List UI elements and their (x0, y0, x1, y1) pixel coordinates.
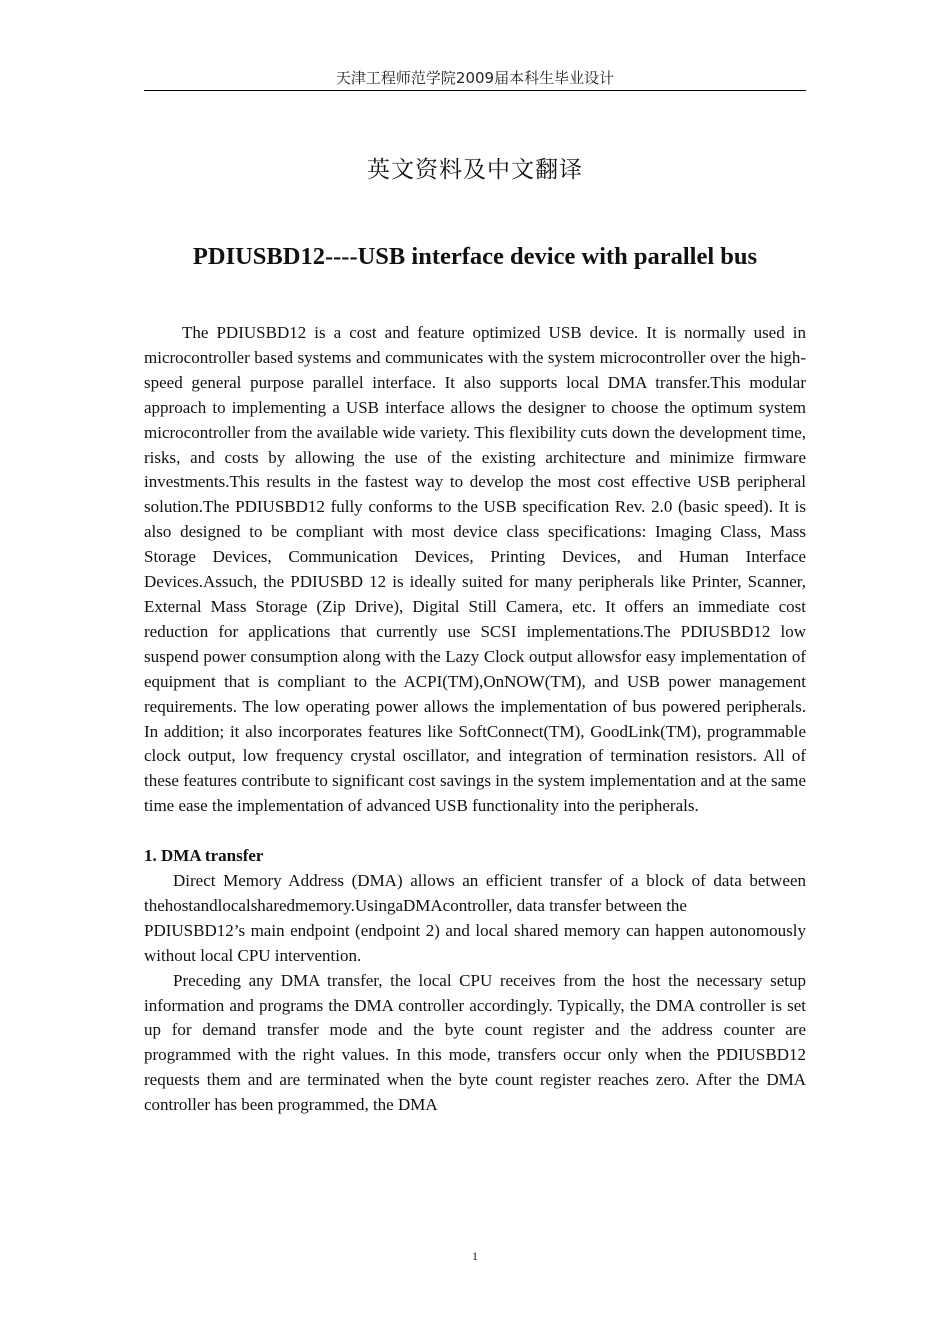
intro-paragraph: The PDIUSBD12 is a cost and feature optimized USB device. It is normally used in microcontroller based systems and communicates with the system microcontroller over the high-speed general purpose parallel interface. It also supports local DMA transfer.This modular approach to implementing a USB interface allows the designer to choose the optimum system microcontroller from the available wide variety. This flexibility cuts down the development time, risks, and costs by allowing the use of the existing architecture and minimize firmware investments.This results in the fastest way to develop the most cost effective USB peripheral solution.The PDIUSBD12 fully conforms to the USB specification Rev. 2.0 (basic speed). It is also designed to be compliant with most device class specifications: Imaging Class, Mass Storage Devices, Communication Devices, Printing Devices, and Human Interface Devices.Assuch, the PDIUSBD 12 is ideally suited for many peripherals like Printer, Scanner, External Mass Storage (Zip Drive), Digital Still Camera, etc. It offers an immediate cost reduction for applications that currently use SCSI implementations.The PDIUSBD12 low suspend power consumption along with the Lazy Clock output allowsfor easy implementation of equipment that is compliant to the ACPI(TM),OnNOW(TM), and USB power management requirements. The low operating power allows the implementation of bus powered peripherals. In addition; it also incorporates features like SoftConnect(TM), GoodLink(TM), programmable clock output, low frequency crystal oscillator, and integration of termination resistors. All of these features contribute to significant cost savings in the system implementation and at the same time ease the implementation of advanced USB functionality into the peripherals. (144, 323, 806, 816)
section-title: 英文资料及中文翻译 (367, 157, 583, 183)
page-number: 1 (472, 1249, 478, 1263)
running-header: 天津工程师范学院2009届本科生毕业设计 (335, 69, 615, 87)
dma-paragraph-1b: PDIUSBD12’s main endpoint (endpoint 2) and local shared memory can happen autonomously without local CPU intervention. (144, 920, 806, 965)
document-title: PDIUSBD12----USB interface device with parallel bus (192, 243, 758, 270)
dma-paragraph-1a: Direct Memory Address (DMA) allows an efficient transfer of a block of data between thehostandlocalsharedmemory.UsingaDMAcontroller, data transfer between the (144, 871, 806, 915)
document-body (144, 321, 806, 1118)
header-rule (144, 90, 806, 91)
section-heading-dma: 1. DMA transfer (144, 846, 264, 866)
dma-paragraph-2: Preceding any DMA transfer, the local CPU receives from the host the necessary setup information and programs the DMA controller accordingly. Typically, the DMA controller is set up for demand transfer mode and the byte count register and the address counter are programmed with the right values. In this mode, transfers occur only when the PDIUSBD12 requests them and are terminated when the byte count register reaches zero. After the DMA controller has been programmed, the DMA (144, 970, 806, 1115)
